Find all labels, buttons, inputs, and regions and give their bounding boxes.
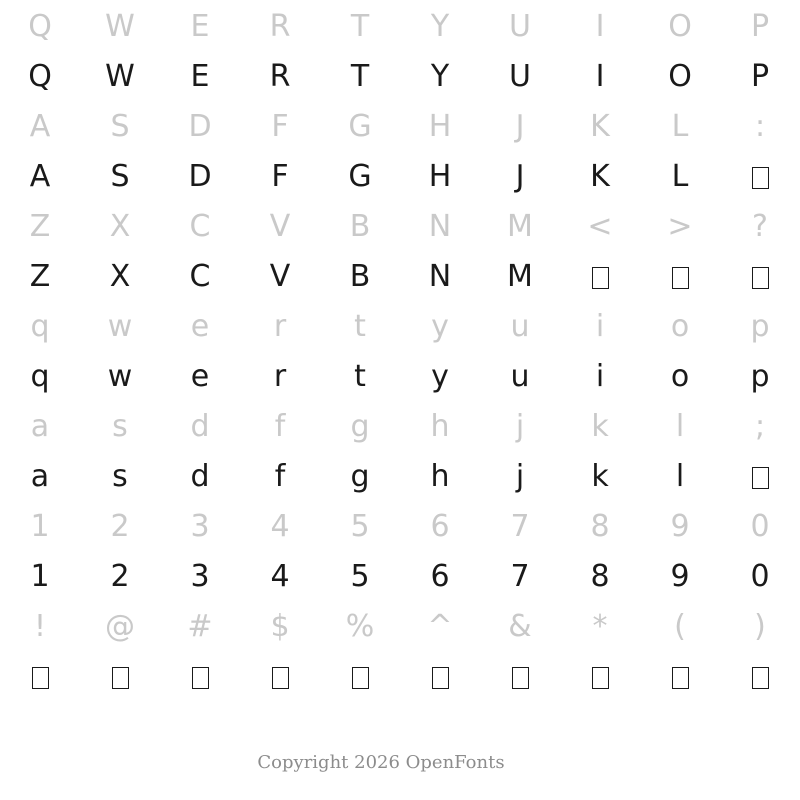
glyph-cell: k — [591, 409, 609, 444]
notdef-box-icon — [752, 167, 769, 189]
glyph-cell: N — [428, 259, 452, 294]
glyph-cell: D — [188, 159, 212, 194]
glyph-cell: w — [107, 309, 133, 344]
glyph-cell: g — [350, 459, 370, 494]
glyph-cell: 2 — [110, 559, 130, 594]
glyph-row-reference — [0, 202, 800, 252]
glyph-cell: K — [590, 159, 610, 194]
glyph-row-sample — [0, 452, 800, 502]
glyph-cell: f — [274, 459, 286, 494]
glyph-cell: k — [591, 459, 609, 494]
glyph-cell: u — [510, 359, 530, 394]
glyph-cell: C — [189, 209, 211, 244]
glyph-cell: @ — [105, 609, 135, 644]
glyph-cell: l — [675, 459, 685, 494]
glyph-cell: L — [671, 109, 689, 144]
glyph-cell: X — [109, 259, 131, 294]
glyph-cell: U — [509, 9, 531, 44]
notdef-box-icon — [192, 667, 209, 689]
glyph-cell: 7 — [510, 559, 530, 594]
glyph-cell: t — [354, 309, 366, 344]
glyph-cell: $ — [270, 609, 290, 644]
glyph-cell — [640, 662, 720, 692]
glyph-cell: i — [595, 309, 605, 344]
glyph-cell — [80, 662, 160, 692]
glyph-cell: j — [515, 459, 525, 494]
notdef-box-icon — [352, 667, 369, 689]
glyph-cell: a — [30, 459, 50, 494]
glyph-cell: 1 — [30, 509, 50, 544]
glyph-cell: H — [428, 109, 452, 144]
glyph-cell: ) — [754, 609, 766, 644]
glyph-cell: A — [29, 109, 51, 144]
glyph-cell: ; — [754, 409, 766, 444]
glyph-cell: o — [670, 359, 690, 394]
glyph-cell: 0 — [750, 509, 770, 544]
notdef-box-icon — [752, 667, 769, 689]
glyph-cell: 4 — [270, 559, 290, 594]
glyph-cell: 8 — [590, 559, 610, 594]
glyph-cell — [640, 262, 720, 292]
glyph-cell: J — [515, 109, 525, 144]
glyph-cell: Y — [430, 9, 450, 44]
glyph-cell — [720, 662, 800, 692]
glyph-cell: V — [269, 209, 291, 244]
glyph-cell: & — [508, 609, 532, 644]
glyph-cell: 5 — [350, 509, 370, 544]
glyph-cell: R — [269, 9, 291, 44]
glyph-cell: T — [350, 59, 370, 94]
notdef-box-icon — [672, 667, 689, 689]
glyph-cell: P — [750, 59, 770, 94]
glyph-cell: E — [190, 9, 210, 44]
glyph-cell: K — [590, 109, 610, 144]
glyph-cell: Y — [430, 59, 450, 94]
glyph-cell: O — [668, 9, 692, 44]
glyph-cell: 3 — [190, 509, 210, 544]
glyph-cell: 1 — [30, 559, 50, 594]
glyph-cell: 3 — [190, 559, 210, 594]
glyph-cell: u — [510, 309, 530, 344]
glyph-cell — [560, 662, 640, 692]
glyph-cell: y — [431, 359, 449, 394]
glyph-cell: F — [271, 159, 289, 194]
glyph-cell: W — [105, 9, 135, 44]
glyph-cell: L — [671, 159, 689, 194]
glyph-cell — [480, 662, 560, 692]
glyph-cell: 6 — [430, 509, 450, 544]
glyph-cell — [720, 262, 800, 292]
glyph-cell: : — [754, 109, 766, 144]
glyph-cell: s — [112, 459, 128, 494]
glyph-cell: 2 — [110, 509, 130, 544]
glyph-cell: C — [189, 259, 211, 294]
glyph-cell: N — [428, 209, 452, 244]
glyph-cell: I — [595, 9, 605, 44]
glyph-cell: V — [269, 259, 291, 294]
glyph-cell: E — [190, 59, 210, 94]
glyph-row-reference — [0, 2, 800, 52]
glyph-cell: Z — [29, 259, 51, 294]
glyph-cell: d — [190, 409, 210, 444]
glyph-cell: p — [750, 359, 770, 394]
glyph-cell: B — [349, 259, 371, 294]
glyph-cell: G — [348, 109, 372, 144]
notdef-box-icon — [272, 667, 289, 689]
glyph-cell: R — [269, 59, 291, 94]
glyph-cell: J — [515, 159, 525, 194]
glyph-cell: P — [750, 9, 770, 44]
footer — [0, 752, 800, 773]
glyph-cell: l — [675, 409, 685, 444]
notdef-box-icon — [32, 667, 49, 689]
notdef-box-icon — [112, 667, 129, 689]
glyph-row-sample — [0, 652, 800, 702]
glyph-row-sample — [0, 552, 800, 602]
notdef-box-icon — [752, 267, 769, 289]
glyph-cell: j — [515, 409, 525, 444]
glyph-cell — [720, 162, 800, 192]
glyph-cell: o — [670, 309, 690, 344]
glyph-cell: 5 — [350, 559, 370, 594]
glyph-cell: B — [349, 209, 371, 244]
glyph-cell: r — [273, 359, 287, 394]
glyph-cell: q — [30, 359, 50, 394]
glyph-cell: t — [354, 359, 366, 394]
glyph-row-reference — [0, 402, 800, 452]
notdef-box-icon — [592, 667, 609, 689]
glyph-cell: h — [430, 409, 450, 444]
glyph-cell: X — [109, 209, 131, 244]
glyph-row-reference — [0, 302, 800, 352]
glyph-cell: U — [509, 59, 531, 94]
glyph-cell: Q — [28, 59, 52, 94]
glyph-cell: M — [507, 259, 533, 294]
glyph-row-sample — [0, 352, 800, 402]
glyph-cell: e — [190, 359, 210, 394]
glyph-cell: H — [428, 159, 452, 194]
glyph-cell: p — [750, 309, 770, 344]
glyph-cell: M — [507, 209, 533, 244]
glyph-cell: # — [187, 609, 213, 644]
notdef-box-icon — [672, 267, 689, 289]
glyph-cell: G — [348, 159, 372, 194]
glyph-cell: q — [30, 309, 50, 344]
glyph-cell: r — [273, 309, 287, 344]
glyph-cell: w — [107, 359, 133, 394]
glyph-row-sample — [0, 252, 800, 302]
glyph-cell: 4 — [270, 509, 290, 544]
glyph-cell: Z — [29, 209, 51, 244]
glyph-cell: 8 — [590, 509, 610, 544]
glyph-cell: 0 — [750, 559, 770, 594]
notdef-box-icon — [752, 467, 769, 489]
glyph-cell: g — [350, 409, 370, 444]
glyph-cell: T — [350, 9, 370, 44]
glyph-cell: f — [274, 409, 286, 444]
glyph-cell: S — [110, 159, 130, 194]
glyph-row-reference — [0, 502, 800, 552]
glyph-cell: 6 — [430, 559, 450, 594]
glyph-cell: A — [29, 159, 51, 194]
glyph-cell — [160, 662, 240, 692]
notdef-box-icon — [592, 267, 609, 289]
glyph-cell: 7 — [510, 509, 530, 544]
glyph-cell — [400, 662, 480, 692]
glyph-cell: S — [110, 109, 130, 144]
glyph-cell: W — [105, 59, 135, 94]
copyright-text: Copyright 2026 OpenFonts — [257, 752, 505, 773]
glyph-cell: a — [30, 409, 50, 444]
glyph-row-reference — [0, 602, 800, 652]
glyph-cell: Q — [28, 9, 52, 44]
glyph-cell: > — [667, 209, 693, 244]
glyph-cell: ^ — [427, 609, 453, 644]
glyph-cell — [720, 462, 800, 492]
glyph-cell: s — [112, 409, 128, 444]
glyph-cell: < — [587, 209, 613, 244]
glyph-row-sample — [0, 52, 800, 102]
glyph-cell — [240, 662, 320, 692]
glyph-cell: I — [595, 59, 605, 94]
glyph-cell: F — [271, 109, 289, 144]
glyph-cell: y — [431, 309, 449, 344]
glyph-cell: e — [190, 309, 210, 344]
glyph-cell: 9 — [670, 559, 690, 594]
glyph-cell — [320, 662, 400, 692]
notdef-box-icon — [432, 667, 449, 689]
glyph-row-sample — [0, 152, 800, 202]
glyph-cell: d — [190, 459, 210, 494]
glyph-cell: * — [592, 609, 608, 644]
glyph-cell: ( — [674, 609, 686, 644]
glyph-cell: i — [595, 359, 605, 394]
glyph-cell: h — [430, 459, 450, 494]
glyph-cell: O — [668, 59, 692, 94]
glyph-cell — [560, 262, 640, 292]
glyph-cell — [0, 662, 80, 692]
glyph-cell: ? — [752, 209, 768, 244]
glyph-cell: % — [345, 609, 375, 644]
glyph-cell: 9 — [670, 509, 690, 544]
glyph-cell: ! — [33, 609, 47, 644]
glyph-row-reference — [0, 102, 800, 152]
glyph-cell: D — [188, 109, 212, 144]
notdef-box-icon — [512, 667, 529, 689]
